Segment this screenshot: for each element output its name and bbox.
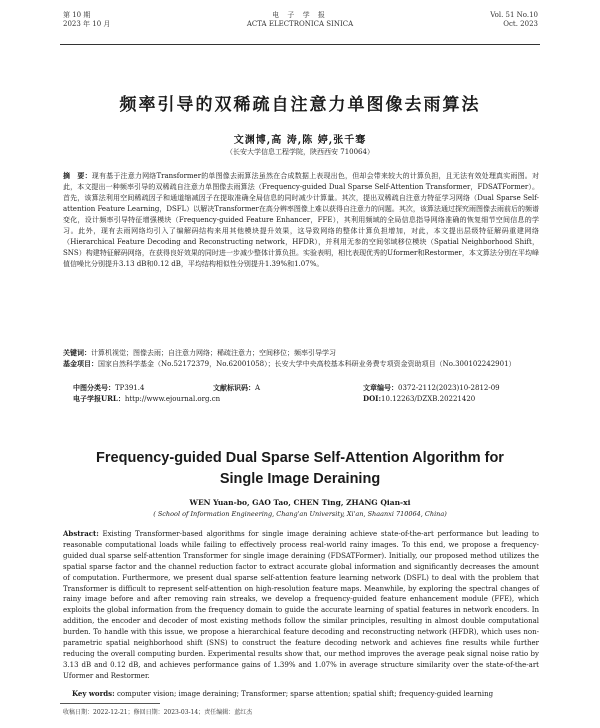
footnote-divider (60, 703, 160, 704)
zh-abstract-text: 现有基于注意力网络Transformer的单图像去雨算法虽然在合成数据上表现出色，但却会带来较大的计算负担，且无法有效处理真实雨图。对此，本文提出一种频率引导的双稀疏自注意力单图像去雨算法（Frequency-guided Dual Sparse Self-Attention Transformer，FDSATFormer）。首先，该算法利用空间稀疏因子和通道缩减因子在提取准确全局信息的同时减少计算量。其次，提出双稀疏自注意力特征学习网络（Dual Sparse Self-attention Feature Learning，DSFL）以解决Transformer在高分辨率图像上难以获得自注意力的问题。其次，该算法通过探究雨图像去雨前后的频谱变化，设计频率引导特征增强模块（Frequency-guided Feature Enhancer，FFE），其利用频域的全局信息指导网络准确的恢复细节空间信息的学习。此外，现有去雨网络均引入了编解码结构来用其他模块提升效果，这导致网络的整体计算负担增加，对此，本文提出层级特征解码重建网络（Hierarchical Feature Decoding and Reconstructing network，HFDR），并利用无参的空间邻域移位模块（Spatial Neighborhood Shift，SNS）构建特征解码网络，在获得良好效果的同时进一步减少整体计算负担。实验表明，相比表现优秀的Uformer和Restormer，本文算法分别在平均峰值信噪比分别提升3.13 dB和0.12 dB，平均结构相似性分别提升1.39%和1.07%。 (63, 172, 539, 268)
zh-affiliation: （长安大学信息工程学院，陕西西安 710064） (226, 148, 374, 156)
en-keywords-text: computer vision; image deraining; Transformer; sparse attention; spatial shift; frequency-guided learning (116, 690, 494, 698)
en-affiliation: ( School of Information Engineering, Chang'an University, Xi'an, Shaanxi 710064, China) (153, 510, 447, 518)
zh-keywords-text: 计算机视觉；图像去雨；自注意力网络；稀疏注意力；空间移位；频率引导学习 (91, 349, 336, 357)
zh-abstract (63, 170, 539, 270)
doccode-label: 文献标识码： (213, 383, 255, 392)
zh-abstract-label: 摘 要： (63, 171, 92, 180)
articleno-value: 0372-2112(2023)10-2812-09 (398, 384, 500, 392)
en-authors: WEN Yuan-bo, GAO Tao, CHEN Ting, ZHANG Qian-xi (189, 498, 411, 507)
en-title-line1: Frequency-guided Dual Sparse Self-Attention Algorithm for (96, 450, 504, 466)
doi-link[interactable]: 10.12263/DZXB.20221420 (381, 395, 476, 403)
clc-value: TP391.4 (115, 384, 145, 392)
en-abstract-label: Abstract: (63, 529, 99, 538)
zh-authors: 文渊博,高 涛,陈 婷,张千骞 (233, 135, 367, 146)
header-right (490, 11, 538, 29)
zh-title: 频率引导的双稀疏自注意力单图像去雨算法 (119, 95, 481, 115)
issue-date: 2023 年 10 月 (63, 20, 111, 28)
zh-fund-text: 国家自然科学基金（No.52172379，No.62001058）；长安大学中央高校基本科研业务费专项资金资助项目（No.300102242901） (98, 360, 516, 368)
articleno-label: 文章编号： (363, 383, 398, 392)
doi-label: DOI: (363, 394, 382, 403)
en-abstract (63, 529, 539, 682)
footnote: 收稿日期：2022-12-21；修回日期：2023-03-14；责任编辑：蓝红杰 (63, 709, 253, 716)
issue-number: 第 10 期 (63, 11, 91, 19)
zh-keywords-label: 关键词： (63, 348, 91, 357)
en-title-line2: Single Image Deraining (219, 471, 381, 487)
zh-fund (63, 358, 539, 370)
en-abstract-text: Existing Transformer-based algorithms for single image deraining achieve state-of-the-art performance but leading to reasonable computational loads while failing to effectively process real-world rainy images. To this end, we propose a frequency-guided dual sparse self-attention Transformer for single image deraining (FDSATFormer). Initially, our proposed method utilizes the spatial sparse factor and the channel reduction factor to extract accurate global information and significantly decreases the amount of computation. Furthermore, we present dual sparse self-attention feature learning network (DSFL) to deal with the problem that Transformer is difficult to represent self-attention on high-resolution feature maps. Meanwhile, by exploring the spectral changes of rainy image before and after removing rain streaks, we develop a frequency-guided feature enhancement module (FFE), which exploits the global information from the frequency domain to guide the accurate learning of spatial features in network encoders. In addition, the encoder and decoder of most existing methods follow the similar principles, resulting in almost double computational burden. To handle with this issue, we propose a hierarchical feature decoding and reconstructing network (HFDR), which uses non-parametric spatial neighborhood shift (SNS) to construct the feature decoding network and achieves fine results while further reducing the overall computing burden. Experimental results show that, our method improves the average peak signal noise ratio by 3.13 dB and 0.12 dB, and achieves performance gains of 1.39% and 1.07% in average structure similarity over the state-of-the-art Uformer and Restormer. (63, 530, 539, 680)
url-label: 电子学报URL： (73, 394, 125, 403)
volume-number: Vol. 51 No.10 (490, 11, 538, 19)
journal-name-en: ACTA ELECTRONICA SINICA (246, 20, 354, 28)
doccode-value: A (255, 384, 261, 392)
header-divider (60, 44, 540, 45)
volume-date: Oct. 2023 (503, 20, 538, 28)
clc-label: 中图分类号： (73, 383, 115, 392)
journal-name-zh: 电 子 学 报 (272, 11, 328, 19)
en-keywords (72, 688, 539, 700)
journal-url-link[interactable]: http://www.ejournal.org.cn (124, 395, 221, 403)
en-title (0, 448, 600, 490)
en-keywords-label: Key words: (72, 689, 115, 698)
zh-fund-label: 基金项目： (63, 359, 98, 368)
